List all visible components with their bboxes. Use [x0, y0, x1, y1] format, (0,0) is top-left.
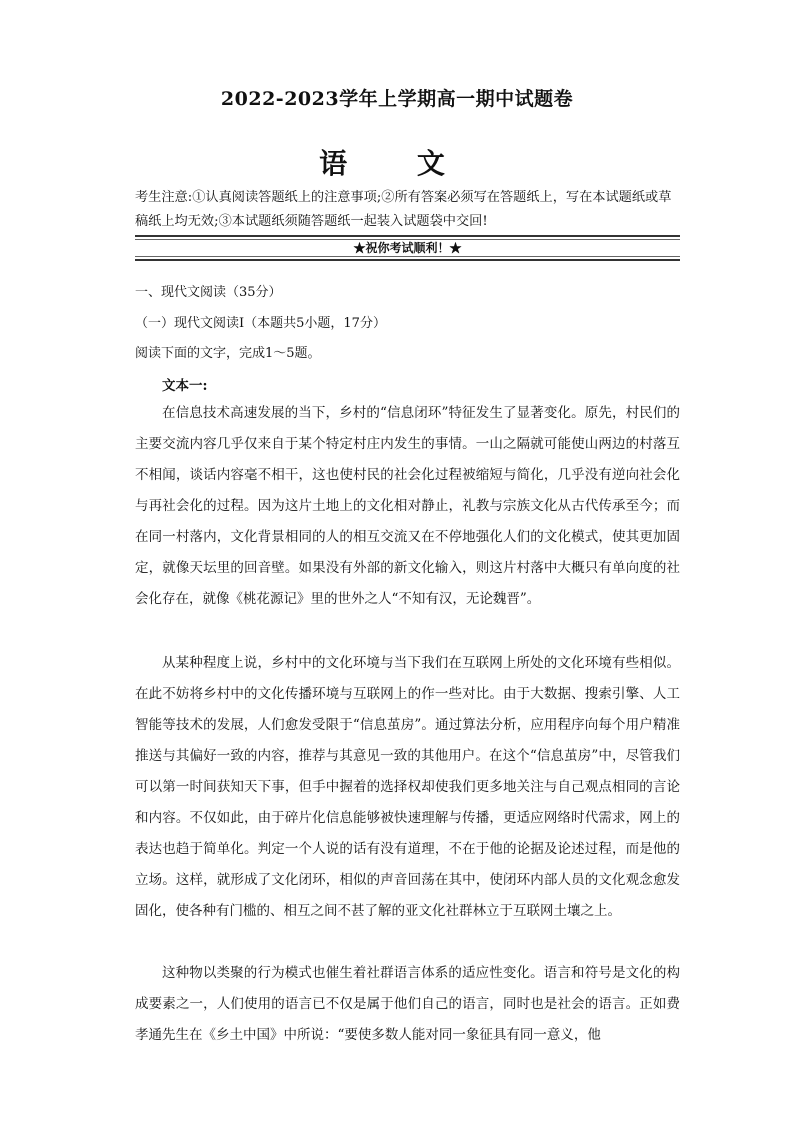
- section-heading: 一、现代文阅读（35分）: [135, 285, 282, 300]
- reading-instruction: 阅读下面的文字，完成1～5题。: [135, 346, 321, 361]
- paragraph-2: 从某种程度上说，乡村中的文化环境与当下我们在互联网上所处的文化环境有些相似。在此不妨将乡村中的文化传播环境与互联网上的作一些对比。由于大数据、搜索引擎、人工智能等技术的发展，人们愈发受限于“信息茧房”。通过算法分析，应用程序向每个用户精准推送与其偏好一致的内容，推荐与其意见一致的其他用户。在这个“信息茧房”中，尽管我们可以第一时间获知天下事，但手中握着的选择权却使我们更多地关注与自己观点相同的言论和内容。不仅如此，由于碎片化信息能够被快速理解与传播，更适应网络时代需求，网上的表达也趋于简单化。判定一个人说的话有没有道理，不在于他的论据及论述过程，而是他的立场。这样，就形成了文化闭环，相似的声音回荡在其中，使闭环内部人员的文化观念愈发固化，使各种有门槛的、相互之间不甚了解的亚文化社群林立于互联网土壤之上。: [135, 655, 680, 919]
- exam-notice: 考生注意:①认真阅读答题纸上的注意事项;②所有答案必须写在答题纸上，写在本试题纸或草稿纸上均无效;③本试题纸须随答题纸一起装入试题袋中交回!: [135, 190, 672, 229]
- paragraph-3: 这种物以类聚的行为模式也催生着社群语言体系的适应性变化。语言和符号是文化的构成要素之一，人们使用的语言已不仅是属于他们自己的语言，同时也是社会的语言。正如费孝通先生在《乡土中国》中所说：“要使多数人能对同一象征具有同一意义，他: [135, 965, 680, 1043]
- blessing-banner: [135, 235, 680, 261]
- text-label: 文本一:: [162, 378, 208, 394]
- paragraph-1: 在信息技术高速发展的当下，乡村的“信息闭环”特征发生了显著变化。原先，村民们的主要交流内容几乎仅来自于某个特定村庄内发生的事情。一山之隔就可能使山两边的村落互不相闻，谈话内容毫不相干，这也使村民的社会化过程被缩短与简化，几乎没有逆向社会化与再社会化的过程。因为这片土地上的文化相对静止，礼教与宗族文化从古代传承至今；而在同一村落内，文化背景相同的人的相互交流又在不停地强化人们的文化模式，使其更加固定，就像天坛里的回音壁。如果没有外部的新文化输入，则这片村落中大概只有单向度的社会化存在，就像《桃花源记》里的世外之人“不知有汉，无论魏晋”。: [135, 405, 680, 607]
- exam-title: 2022-2023学年上学期高一期中试题卷: [220, 88, 574, 110]
- subject-title: 语 文: [319, 147, 475, 180]
- subsection-heading: （一）现代文阅读Ⅰ（本题共5小题，17分）: [135, 316, 386, 331]
- blessing-text: ★祝你考试顺利！★: [135, 239, 680, 257]
